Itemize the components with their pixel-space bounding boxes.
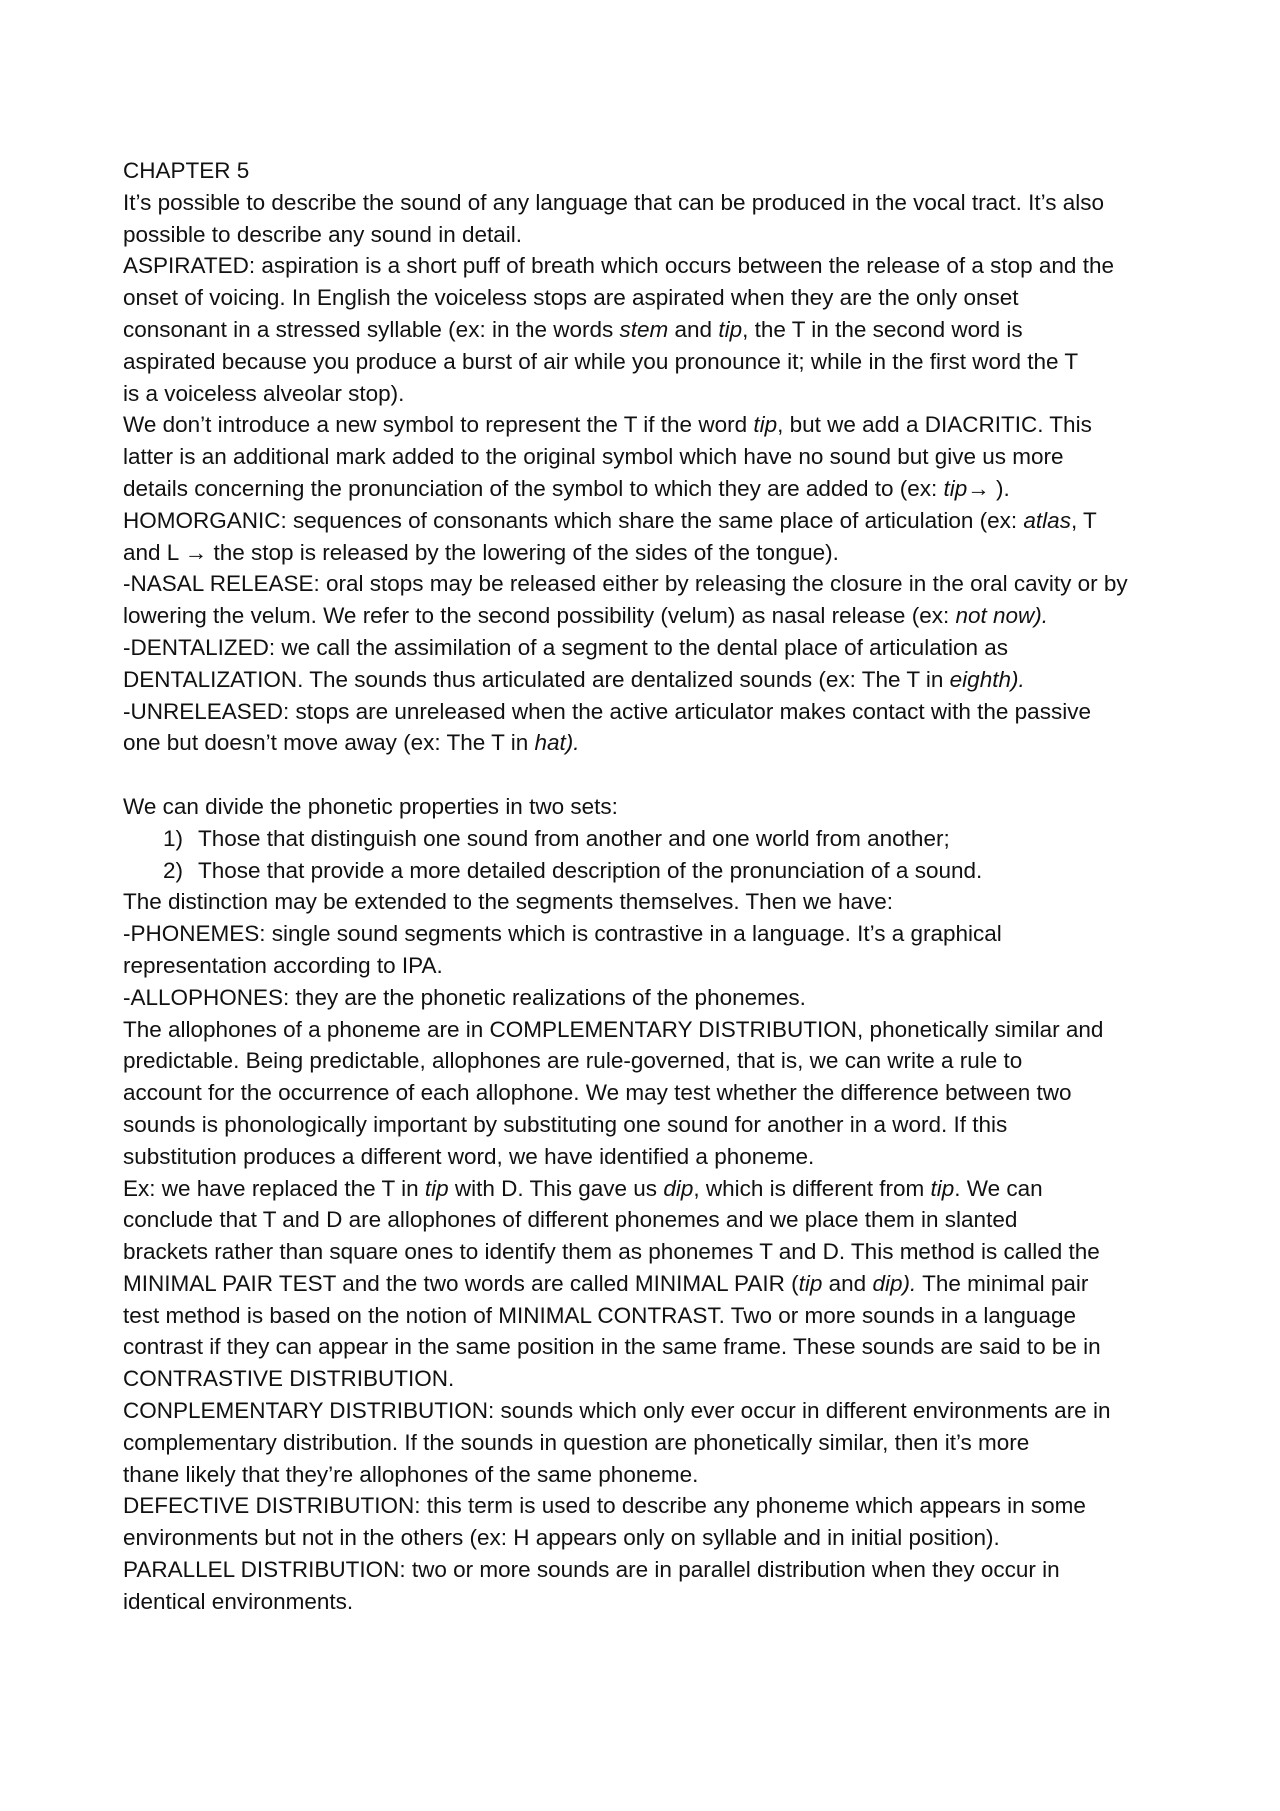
arrow-icon: →	[967, 475, 990, 501]
text-line: CONPLEMENTARY DISTRIBUTION: sounds which only ever occur in different environments are in	[123, 1398, 1111, 1424]
text-line: -PHONEMES: single sound segments which is contrastive in a language. It’s a graphical	[123, 921, 1002, 947]
text-line: HOMORGANIC: sequences of consonants which share the same place of articulation (ex: atlas, T	[123, 507, 1097, 533]
text-line: representation according to IPA.	[123, 952, 443, 978]
chapter-heading: CHAPTER 5	[123, 158, 250, 183]
text-line: PARALLEL DISTRIBUTION: two or more sounds are in parallel distribution when they occur in	[123, 1557, 1060, 1583]
document-page	[123, 155, 1173, 1618]
text-line: predictable. Being predictable, allophones are rule-governed, that is, we can write a rule to	[123, 1048, 1023, 1074]
text-line: CONTRASTIVE DISTRIBUTION.	[123, 1366, 455, 1392]
text-line: lowering the velum. We refer to the second possibility (velum) as nasal release (ex: not now).	[123, 603, 1049, 629]
list-item: 2) Those that provide a more detailed description of the pronunciation of a sound.	[163, 857, 983, 883]
text-line: account for the occurrence of each allophone. We may test whether the difference between two	[123, 1080, 1072, 1106]
text-line: We don’t introduce a new symbol to represent the T if the word tip, but we add a DIACRITIC. This	[123, 412, 1092, 438]
text-line: The allophones of a phoneme are in COMPLEMENTARY DISTRIBUTION, phonetically similar and	[123, 1016, 1104, 1042]
text-line: -UNRELEASED: stops are unreleased when the active articulator makes contact with the passive	[123, 698, 1091, 724]
text-line: -DENTALIZED: we call the assimilation of a segment to the dental place of articulation as	[123, 634, 1009, 660]
text-line: -ALLOPHONES: they are the phonetic realizations of the phonemes.	[123, 984, 806, 1010]
text-line: The distinction may be extended to the segments themselves. Then we have:	[123, 889, 894, 915]
text-line: aspirated because you produce a burst of air while you pronounce it; while in the first word the T	[123, 348, 1079, 374]
text-line: -NASAL RELEASE: oral stops may be released either by releasing the closure in the oral cavity or by	[123, 571, 1128, 597]
text-line: thane likely that they’re allophones of the same phoneme.	[123, 1461, 699, 1487]
text-line: onset of voicing. In English the voiceless stops are aspirated when they are the only onset	[123, 285, 1019, 311]
text-line: It’s possible to describe the sound of any language that can be produced in the vocal tract. It’s also	[123, 189, 1105, 215]
text-line: We can divide the phonetic properties in two sets:	[123, 793, 618, 819]
text-line: test method is based on the notion of MINIMAL CONTRAST. Two or more sounds in a language	[123, 1302, 1076, 1328]
text-line: consonant in a stressed syllable (ex: in the words stem and tip, the T in the second word is	[123, 316, 1023, 342]
text-line: one but doesn’t move away (ex: The T in hat).	[123, 730, 580, 756]
text-line: ASPIRATED: aspiration is a short puff of breath which occurs between the release of a stop and the	[123, 253, 1114, 279]
text-line: identical environments.	[123, 1588, 354, 1614]
text-line: details concerning the pronunciation of the symbol to which they are added to (ex: tip→ ).	[123, 475, 1010, 501]
text-line: DENTALIZATION. The sounds thus articulated are dentalized sounds (ex: The T in eighth).	[123, 666, 1025, 692]
text-line: is a voiceless alveolar stop).	[123, 380, 405, 406]
text-line: substitution produces a different word, we have identified a phoneme.	[123, 1143, 815, 1169]
text-line: and L → the stop is released by the lowering of the sides of the tongue).	[123, 539, 839, 565]
text-line: environments but not in the others (ex: H appears only on syllable and in initial position).	[123, 1525, 1000, 1551]
text-line: DEFECTIVE DISTRIBUTION: this term is used to describe any phoneme which appears in some	[123, 1493, 1086, 1519]
text-line: possible to describe any sound in detail.	[123, 221, 523, 247]
text-line: conclude that T and D are allophones of different phonemes and we place them in slanted	[123, 1207, 1018, 1233]
text-line: sounds is phonologically important by substituting one sound for another in a word. If this	[123, 1111, 1008, 1137]
text-line: contrast if they can appear in the same position in the same frame. These sounds are said to be in	[123, 1334, 1101, 1360]
text-line: complementary distribution. If the sounds in question are phonetically similar, then it’s more	[123, 1429, 1030, 1455]
list-item: 1) Those that distinguish one sound from another and one world from another;	[163, 825, 950, 851]
text-line: latter is an additional mark added to the original symbol which have no sound but give us more	[123, 444, 1064, 470]
arrow-icon: →	[184, 539, 208, 565]
text-line: MINIMAL PAIR TEST and the two words are called MINIMAL PAIR (tip and dip). The minimal pair	[123, 1270, 1089, 1296]
text-line: Ex: we have replaced the T in tip with D. This gave us dip, which is different from tip. We can	[123, 1175, 1043, 1201]
text-line: brackets rather than square ones to identify them as phonemes T and D. This method is called the	[123, 1239, 1100, 1265]
blank-line	[123, 759, 1173, 791]
